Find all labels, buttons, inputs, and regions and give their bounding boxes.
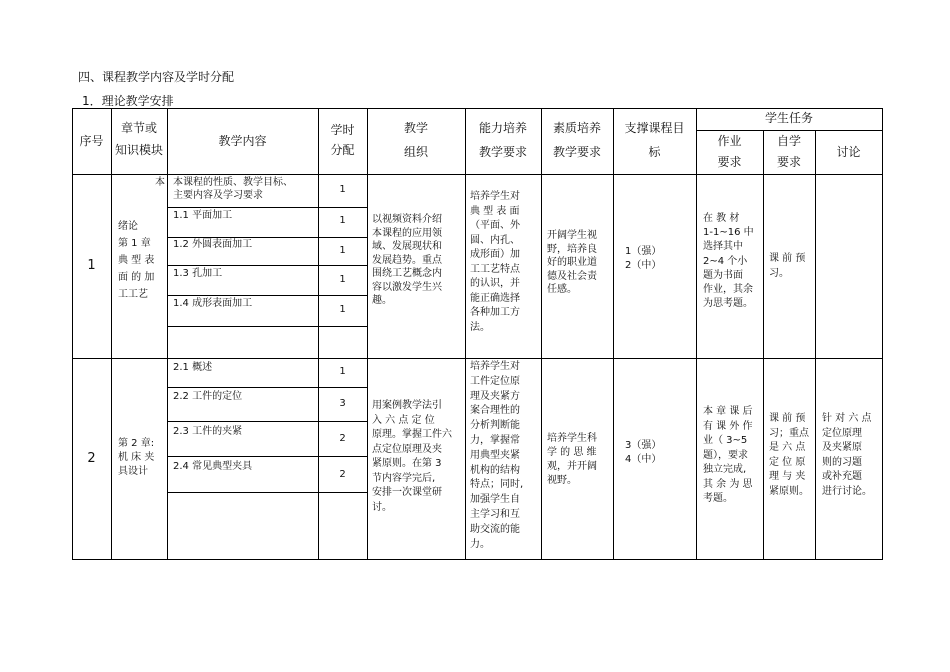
row1-item5-hours: 1 — [339, 304, 346, 315]
header-organization-line2: 组织 — [403, 145, 428, 159]
row2-item4-content: 2.4 常见典型夹具 — [173, 461, 253, 472]
row2-organization: 用案例教学法引 入 六 点 定 位 原理。掌握工件六 点定位原理及夹 紧原则。在第 3 节内容学完后, 安排一次课堂研 讨。 — [372, 400, 452, 513]
header-chapter-line2: 知识模块 — [114, 143, 163, 157]
row2-ability: 培养学生对 工件定位原 理及夹紧方 案合理性的 分析判断能 力，掌握常 用典型夹紧 机构的结构 特点；同时, 加强学生自 主学习和互 助交流的能 力。 — [470, 361, 524, 550]
row1-item1-hours: 1 — [339, 184, 346, 195]
header-organization-line1: 教学 — [403, 121, 428, 135]
row1-item5-content: 1.4 成形表面加工 — [173, 298, 253, 309]
row2-item3-hours: 2 — [339, 433, 346, 444]
row2-item1-hours: 1 — [339, 366, 346, 377]
row2-item4-hours: 2 — [339, 469, 346, 480]
row2-self-study: 课 前 预 习；重点 是 六 点 定 位 原 理 与 夹 紧原则。 — [769, 413, 809, 497]
row1-item4-content: 1.3 孔加工 — [173, 268, 223, 279]
row2-seq: 2 — [87, 451, 96, 466]
row1-support: 1（强） 2（中） — [625, 246, 662, 271]
header-self-study-line2: 要求 — [776, 155, 801, 169]
header-ability-line2: 教学要求 — [478, 145, 527, 159]
row2-item3-content: 2.3 工件的夹紧 — [173, 426, 243, 437]
row2-chapter: 第 2 章: 机 床 夹 具设计 — [118, 438, 155, 477]
header-homework-line1: 作业 — [717, 134, 742, 148]
row2-support: 3（强） 4（中） — [625, 440, 662, 465]
row2-quality: 培养学生科 学 的 思 维 观，并开阔 视野。 — [547, 433, 597, 486]
subsection-title: 1．理论教学安排 — [82, 94, 174, 108]
header-quality-line2: 教学要求 — [552, 145, 601, 159]
row1-item1-content: 本课程的性质、教学目标、 主要内容及学习要求 — [173, 177, 293, 201]
row2-homework: 本 章 课 后 有 课 外 作 业（ 3~5 题），要求 独立完成, 其 余 为 思 考题。 — [703, 406, 753, 504]
row1-quality: 开阔学生视 野，培养良 好的职业道 德及社会责 任感。 — [547, 230, 597, 295]
section-title: 四、课程教学内容及学时分配 — [78, 70, 235, 84]
header-ability-line1: 能力培养 — [478, 121, 527, 135]
header-hours-line2: 分配 — [330, 143, 355, 157]
header-support-line1: 支撑课程目 — [624, 121, 685, 135]
row1-organization: 以视频资料介绍 本课程的应用领 域、发展现状和 发展趋势。重点 围绕工艺概念内 容以激发学生兴 趣。 — [372, 214, 442, 306]
header-discussion: 讨论 — [836, 145, 861, 159]
header-support-line2: 标 — [648, 145, 661, 159]
row1-ability: 培养学生对 典 型 表 面 （平面、外 圆、内孔、 成形面）加 工工艺特点 的认识，并 能正确选择 各种加工方 法。 — [470, 191, 520, 333]
header-quality-line1: 素质培养 — [552, 121, 601, 135]
row2-discussion: 针 对 六 点 定位原理 及夹紧原 则的习题 或补充题 进行讨论。 — [822, 413, 872, 497]
row1-seq: 1 — [87, 258, 96, 273]
row1-self-study: 课 前 预 习。 — [769, 253, 806, 279]
header-chapter-line1: 章节或 — [120, 121, 157, 135]
header-content: 教学内容 — [218, 134, 267, 148]
header-student-tasks: 学生任务 — [764, 111, 813, 125]
row2-item2-content: 2.2 工件的定位 — [173, 391, 243, 402]
row2-item1-content: 2.1 概述 — [173, 362, 213, 373]
row1-item3-hours: 1 — [339, 245, 346, 256]
header-homework-line2: 要求 — [717, 155, 742, 169]
header-hours-line1: 学时 — [330, 123, 355, 137]
row1-homework: 在 教 材 1-1~16 中 选择其中 2~4 个小 题为书面 作业，其余 为思考题。 — [703, 213, 754, 310]
row1-item2-content: 1.1 平面加工 — [173, 210, 233, 221]
header-seq: 序号 — [79, 134, 104, 148]
row1-chapter: 绪论 第 1 章 典 型 表 面 的 加 工工艺 — [118, 221, 155, 300]
row1-chapter-top: 本 — [155, 177, 165, 188]
row2-item2-hours: 3 — [339, 398, 346, 409]
row1-item2-hours: 1 — [339, 215, 346, 226]
row1-item4-hours: 1 — [339, 274, 346, 285]
row1-item3-content: 1.2 外圆表面加工 — [173, 239, 253, 250]
header-self-study-line1: 自学 — [776, 134, 801, 148]
